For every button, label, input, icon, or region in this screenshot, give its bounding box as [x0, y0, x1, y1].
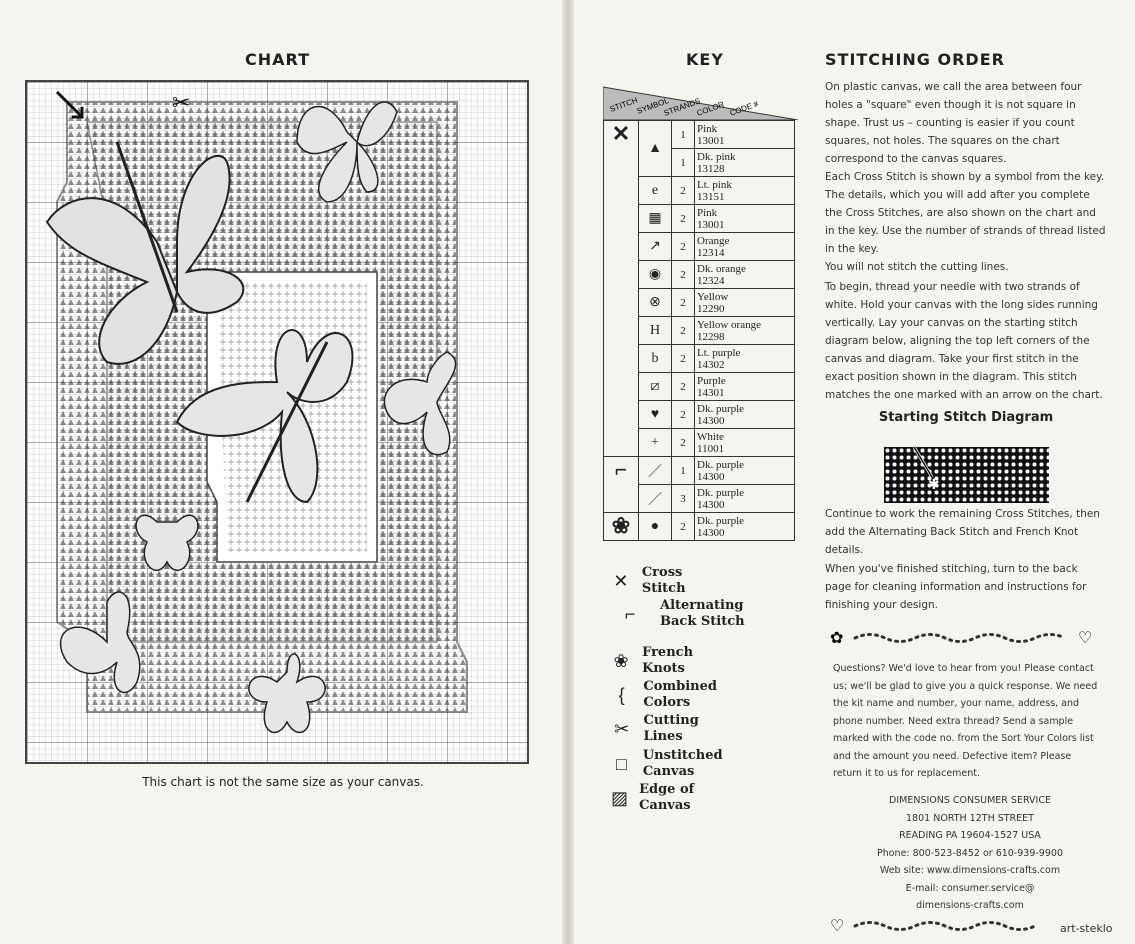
legend-label: Alternating Back Stitch	[660, 598, 745, 629]
key-symbol: ／	[639, 457, 672, 485]
key-symbol: ●	[639, 513, 672, 541]
key-code: 13128	[697, 162, 725, 175]
address-line-email: E-mail: consumer.service@	[905, 882, 1035, 894]
key-strands: 2	[672, 177, 695, 205]
key-color-name: White	[697, 430, 724, 443]
key-color-code	[695, 373, 795, 401]
watermark: art-steklo	[1060, 922, 1113, 935]
address-line-city: READING PA 19604-1527 USA	[899, 830, 1041, 841]
key-code: 14300	[697, 470, 725, 483]
starting-stitch-diagram	[884, 447, 1049, 503]
key-code: 12298	[697, 330, 725, 343]
key-symbol: ♥	[639, 401, 672, 429]
french-knot-icon: ❀	[613, 650, 629, 671]
key-strands: 2	[672, 289, 695, 317]
key-row	[604, 457, 795, 485]
key-symbol: ／	[639, 485, 672, 513]
svg-text:✱: ✱	[928, 476, 940, 492]
key-code: 12314	[697, 246, 725, 259]
key-code: 14300	[697, 414, 725, 427]
key-color-code	[695, 345, 795, 373]
decorative-dots-top	[830, 628, 1100, 648]
key-strands: 2	[672, 373, 695, 401]
key-color-name: Pink	[697, 206, 718, 219]
brace-icon: {	[618, 684, 625, 705]
key-symbol: ▦	[639, 205, 672, 233]
key-color-code	[695, 233, 795, 261]
address-line-phone: Phone: 800-523-8452 or 610-939-9900	[876, 847, 1063, 859]
key-color-code	[695, 513, 795, 541]
cross-stitch-icon: ✕	[604, 121, 639, 457]
key-color-code	[695, 205, 795, 233]
hatched-square-icon: ▨	[611, 787, 629, 808]
key-code: 12290	[697, 302, 725, 315]
key-color-name: Pink	[697, 122, 718, 135]
empty-square-icon: □	[615, 753, 627, 774]
key-color-code	[695, 457, 795, 485]
key-color-name: Dk. orange	[697, 262, 746, 275]
key-code: 14302	[697, 358, 725, 371]
legend-label: Combined Colors	[643, 679, 717, 710]
key-header-color: COLOR	[695, 99, 726, 118]
chart-title: CHART	[245, 50, 311, 69]
key-strands: 2	[672, 261, 695, 289]
legend-label: Cross Stitch	[641, 565, 686, 596]
consumer-service-address	[825, 792, 1115, 915]
key-strands: 2	[672, 345, 695, 373]
key-code: 12324	[697, 274, 725, 287]
key-code: 13001	[697, 218, 725, 231]
legend-label: Unstitched Canvas	[642, 748, 723, 779]
scissors-icon: ✂	[172, 90, 191, 115]
order-paragraph-5: Continue to work the remaining Cross Stitches, then add the Alternating Back Stitch and French Knot details.	[825, 508, 1100, 556]
legend-cross-stitch	[600, 565, 704, 597]
key-color-name: Dk. purple	[697, 458, 745, 471]
key-color-code	[695, 317, 795, 345]
key-code: 14300	[697, 498, 725, 511]
key-symbol: H	[639, 317, 672, 345]
key-color-name: Orange	[697, 234, 730, 247]
key-strands: 2	[672, 317, 695, 345]
key-strands: 2	[672, 513, 695, 541]
key-strands: 1	[672, 149, 695, 177]
legend-edge	[600, 782, 712, 814]
key-header-stitch: STITCH	[608, 95, 639, 114]
key-strands: 2	[672, 205, 695, 233]
backstitch-stitch-icon: ⌐	[604, 457, 639, 513]
legend-back-stitch	[600, 598, 750, 630]
svg-text:♡: ♡	[830, 918, 845, 935]
key-symbol: ◉	[639, 261, 672, 289]
key-symbol: b	[639, 345, 672, 373]
legend-unstitched	[600, 748, 740, 780]
key-color-code	[695, 149, 795, 177]
key-color-code	[695, 401, 795, 429]
svg-text:✿: ✿	[830, 630, 844, 647]
key-symbol: +	[639, 429, 672, 457]
key-color-code	[695, 429, 795, 457]
chart-size-note: This chart is not the same size as your canvas.	[142, 775, 424, 789]
key-symbol: ⊗	[639, 289, 672, 317]
address-line-email-domain: dimensions-crafts.com	[916, 900, 1024, 911]
scissors-icon: ✂	[614, 718, 630, 739]
key-header-code: CODE #	[728, 99, 760, 118]
chart-grid	[27, 82, 527, 762]
key-color-code	[695, 261, 795, 289]
key-color-code	[695, 289, 795, 317]
key-header-symbol: SYMBOL	[635, 96, 671, 116]
key-strands: 3	[672, 485, 695, 513]
back-stitch-icon: ⌐	[624, 603, 636, 624]
key-color-name: Dk. purple	[697, 486, 745, 499]
key-header-strands: STRANDS	[662, 96, 702, 118]
svg-text:♡: ♡	[1078, 630, 1093, 647]
key-strands: 1	[672, 121, 695, 149]
contact-paragraph: Questions? We'd love to hear from you! Please contact us; we'll be glad to give you a quick response. We need the kit name and number, your name, address, and phone number. Need extra thread? Send a sample marked with the code no. from the Sort Your Colors list and the amount you need. Defective item? Please return it to us for replacement.	[833, 663, 1098, 779]
key-strands: 2	[672, 429, 695, 457]
key-code: 14300	[697, 526, 725, 539]
key-symbol: ↗	[639, 233, 672, 261]
key-color-name: Lt. pink	[697, 178, 732, 191]
key-color-name: Dk. purple	[697, 402, 745, 415]
legend-cutting-lines	[600, 713, 715, 745]
legend-combined-colors	[600, 679, 734, 711]
address-line-company: DIMENSIONS CONSUMER SERVICE	[889, 795, 1051, 806]
key-symbol: ▲	[639, 121, 672, 177]
page-gutter	[562, 0, 574, 944]
order-paragraph-4: To begin, thread your needle with two strands of white. Hold your canvas with the long sides running vertically. Lay your canvas on the starting stitch diagram below, aligning the top left corners of the canvas and diagram. Take your first stitch in the exact position shown in the diagram. This stitch matches the one marked with an arrow on the chart.	[825, 281, 1103, 401]
cross-stitch-chart	[25, 80, 529, 764]
key-strands: 2	[672, 233, 695, 261]
order-paragraph-2: Each Cross Stitch is shown by a symbol from the key. The details, which you will add after you complete the Cross Stitches, are also shown on the chart and in the key. Use the number of strands of thread listed in the key.	[825, 171, 1106, 255]
key-symbol: ⧄	[639, 373, 672, 401]
cross-stitch-icon: ✕	[613, 570, 629, 591]
order-paragraph-1: On plastic canvas, we call the area between four holes a "square" even though it is not square in shape. Trust us – counting is easier if you count squares, not holes. The squares on the chart correspond to the canvas squares.	[825, 81, 1082, 165]
starting-stitch-diagram-title: Starting Stitch Diagram	[878, 410, 1054, 425]
stitching-order-title: STITCHING ORDER	[825, 50, 1005, 69]
key-strands: 1	[672, 457, 695, 485]
key-color-code	[695, 177, 795, 205]
key-header	[603, 82, 798, 120]
legend-label: French Knots	[642, 645, 694, 676]
color-key-table	[603, 120, 795, 541]
key-code: 11001	[697, 442, 725, 455]
legend-french-knots	[600, 645, 711, 677]
key-symbol: e	[639, 177, 672, 205]
key-color-name: Purple	[697, 374, 726, 387]
address-line-street: 1801 NORTH 12TH STREET	[906, 812, 1034, 824]
key-code: 13151	[697, 190, 725, 203]
key-color-name: Yellow orange	[697, 318, 761, 331]
key-color-name: Dk. purple	[697, 514, 745, 527]
key-color-code	[695, 485, 795, 513]
key-row	[604, 513, 795, 541]
key-row	[604, 121, 795, 149]
key-color-name: Dk. pink	[697, 150, 736, 163]
key-color-code	[695, 121, 795, 149]
order-paragraph-3: You will not stitch the cutting lines.	[825, 261, 1009, 273]
order-paragraph-6: When you've finished stitching, turn to the back page for cleaning information and instructions for finishing your design.	[825, 563, 1087, 611]
address-line-web: Web site: www.dimensions-crafts.com	[879, 865, 1061, 876]
legend-label: Cutting Lines	[643, 713, 699, 744]
key-strands: 2	[672, 401, 695, 429]
key-code: 13001	[697, 134, 725, 147]
knot-stitch-icon: ❀	[604, 513, 639, 541]
legend-label: Edge of Canvas	[639, 782, 695, 813]
key-code: 14301	[697, 386, 725, 399]
key-color-name: Yellow	[697, 290, 729, 303]
key-title: KEY	[686, 50, 724, 69]
key-color-name: Lt. purple	[697, 346, 741, 359]
